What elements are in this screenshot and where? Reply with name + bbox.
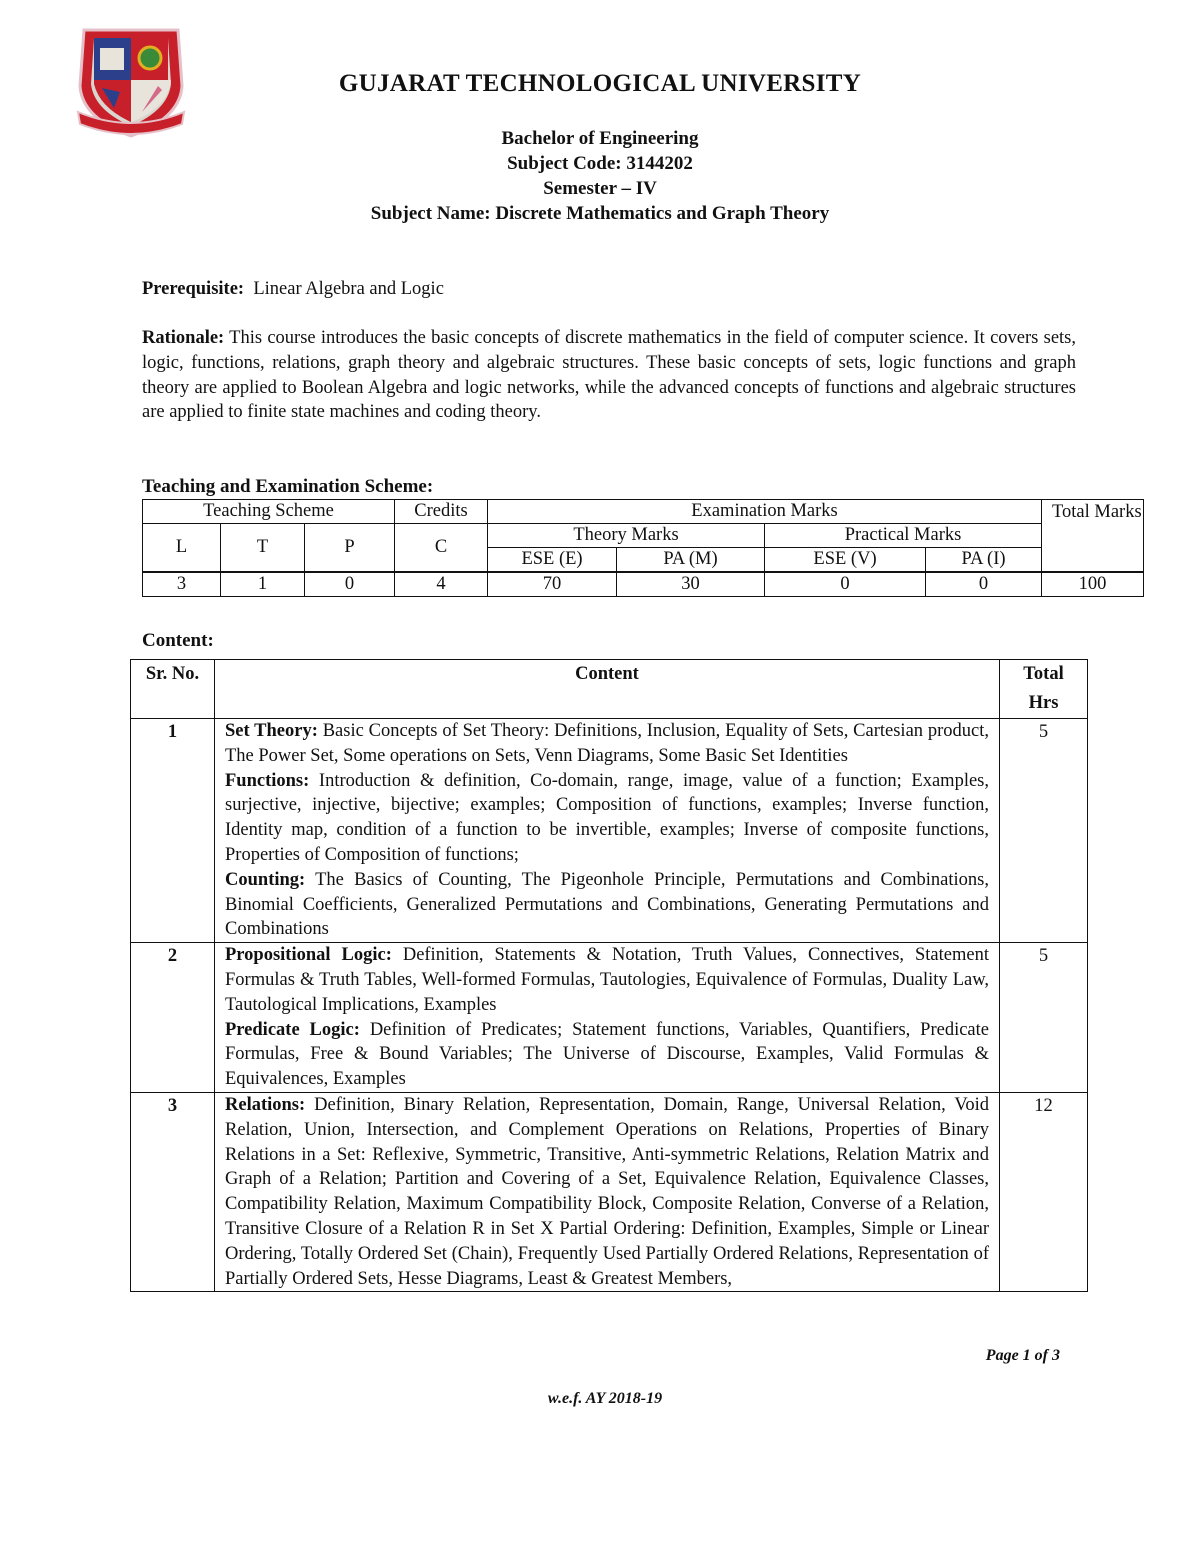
university-title: GUJARAT TECHNOLOGICAL UNIVERSITY xyxy=(338,70,862,97)
content-row-sr: 3 xyxy=(131,1092,215,1291)
content-row-hrs: 12 xyxy=(1000,1092,1088,1291)
credits-header: Credits xyxy=(395,500,488,524)
rationale xyxy=(142,326,1076,425)
logo-gear xyxy=(139,47,161,69)
content-header: Content xyxy=(215,660,1000,719)
topic-label: Counting: xyxy=(225,869,306,890)
col-l: L xyxy=(143,524,221,572)
topic-block xyxy=(225,719,989,769)
rationale-label: Rationale: xyxy=(142,328,225,348)
total-hrs-header: Total Hrs xyxy=(1000,660,1088,719)
col-pa-m: PA (M) xyxy=(617,548,765,572)
topic-block xyxy=(225,943,989,1017)
col-pa-i: PA (I) xyxy=(926,548,1042,572)
content-row-hrs: 5 xyxy=(1000,943,1088,1093)
logo-building xyxy=(100,48,124,70)
content-row-body xyxy=(215,943,1000,1093)
degree-title: Bachelor of Engineering xyxy=(501,128,699,149)
col-p: P xyxy=(305,524,395,572)
col-ese-v: ESE (V) xyxy=(765,548,926,572)
topic-block xyxy=(225,769,989,868)
prerequisite-value: Linear Algebra and Logic xyxy=(253,279,444,299)
col-ese-e: ESE (E) xyxy=(488,548,617,572)
val-ese-v: 0 xyxy=(765,573,926,597)
topic-text: Basic Concepts of Set Theory: Definitions, Inclusion, Equality of Sets, Cartesian product, The Power Set, Some operations on Sets, Venn Diagrams, Some Basic Set Identities xyxy=(225,721,989,766)
content-row-body xyxy=(215,1092,1000,1291)
semester: Semester – IV xyxy=(543,178,657,199)
prerequisite xyxy=(142,277,1076,302)
page-number: Page 1 of 3 xyxy=(985,1347,1060,1364)
theory-marks-header: Theory Marks xyxy=(488,524,765,548)
content-row-sr: 1 xyxy=(131,719,215,943)
topic-label: Functions: xyxy=(225,770,310,791)
content-title: Content: xyxy=(142,630,214,651)
topic-label: Propositional Logic: xyxy=(225,945,392,966)
content-row-body xyxy=(215,719,1000,943)
wef-note: w.e.f. AY 2018-19 xyxy=(547,1390,663,1407)
content-rows xyxy=(131,719,1088,1292)
topic-label: Set Theory: xyxy=(225,721,318,741)
val-c: 4 xyxy=(395,573,488,597)
val-ese-e: 70 xyxy=(488,573,617,597)
topic-text: The Basics of Counting, The Pigeonhole Principle, Permutations and Combinations, Binomial Coefficients, Generalized Permutations and Combinations, Generating Permutations and Combinations xyxy=(225,869,989,940)
content-row-sr: 2 xyxy=(131,943,215,1093)
content-row xyxy=(131,943,1088,1093)
val-pa-i: 0 xyxy=(926,573,1042,597)
val-l: 3 xyxy=(143,573,221,597)
topic-text: Definition, Statements & Notation, Truth Values, Connectives, Statement Formulas & Truth Tables, Well-formed Formulas, Tautologies, Equivalence of Formulas, Duality Law, Tautological Implications, Examples xyxy=(225,945,989,1015)
subject-name: Subject Name: Discrete Mathematics and Graph Theory xyxy=(370,203,830,224)
topic-label: Predicate Logic: xyxy=(225,1019,360,1040)
topic-block xyxy=(225,1093,989,1291)
content-row-hrs: 5 xyxy=(1000,719,1088,943)
col-t: T xyxy=(221,524,305,572)
content-row xyxy=(131,719,1088,943)
scheme-title: Teaching and Examination Scheme: xyxy=(142,476,434,497)
scheme-table xyxy=(142,499,1144,597)
val-total: 100 xyxy=(1042,573,1144,597)
col-c: C xyxy=(395,524,488,572)
sr-no-header: Sr. No. xyxy=(131,660,215,719)
val-t: 1 xyxy=(221,573,305,597)
topic-text: Definition of Predicates; Statement functions, Variables, Quantifiers, Predicate Formulas, Free & Bound Variables; The Universe of Discourse, Examples, Valid Formulas & Equivalences, Examples xyxy=(225,1019,989,1090)
practical-marks-header: Practical Marks xyxy=(765,524,1042,548)
val-pa-m: 30 xyxy=(617,573,765,597)
topic-block xyxy=(225,868,989,942)
topic-text: Introduction & definition, Co-domain, range, image, value of a function; Examples, surjective, injective, bijective; examples; Composition of functions, examples; Inverse function, Identity map, condition of a function to be invertible, examples; Inverse of composite functions, Properties of Composition of functions; xyxy=(225,770,989,865)
content-table xyxy=(130,659,1088,1292)
rationale-text: This course introduces the basic concepts of discrete mathematics in the field of computer science. It covers sets, logic, functions, relations, graph theory and algebraic structures. These basic concepts of sets, logic functions and graph theory are applied to Boolean Algebra and logic networks, while the advanced concepts of functions and algebraic structures are applied to finite state machines and coding theory. xyxy=(142,328,1077,423)
examination-marks-header: Examination Marks xyxy=(488,500,1042,524)
topic-label: Relations: xyxy=(225,1094,306,1115)
total-marks-header: Total Marks xyxy=(1042,500,1144,572)
val-p: 0 xyxy=(305,573,395,597)
prerequisite-label: Prerequisite: xyxy=(142,279,245,299)
subject-code: Subject Code: 3144202 xyxy=(507,153,693,174)
teaching-scheme-header: Teaching Scheme xyxy=(143,500,395,524)
topic-block xyxy=(225,1018,989,1092)
topic-text: Definition, Binary Relation, Representation, Domain, Range, Universal Relation, Void Relation, Union, Intersection, and Complement Operations on Relations, Properties of Binary Relations in a Set: Reflexive, Symmetric, Transitive, Anti-symmetric Relations, Relation Matrix and Graph of a Relation; Partition and Covering of a Set, Equivalence Relation, Equivalence Classes, Compatibility Relation, Maximum Compatibility Block, Composite Relation, Converse of a Relation, Transitive Closure of a Relation R in Set X Partial Ordering: Definition, Examples, Simple or Linear Ordering, Totally Ordered Set (Chain), Frequently Used Partially Ordered Relations, Representation of Partially Ordered Sets, Hesse Diagrams, Least & Greatest Members, xyxy=(225,1094,989,1289)
content-row xyxy=(131,1092,1088,1291)
